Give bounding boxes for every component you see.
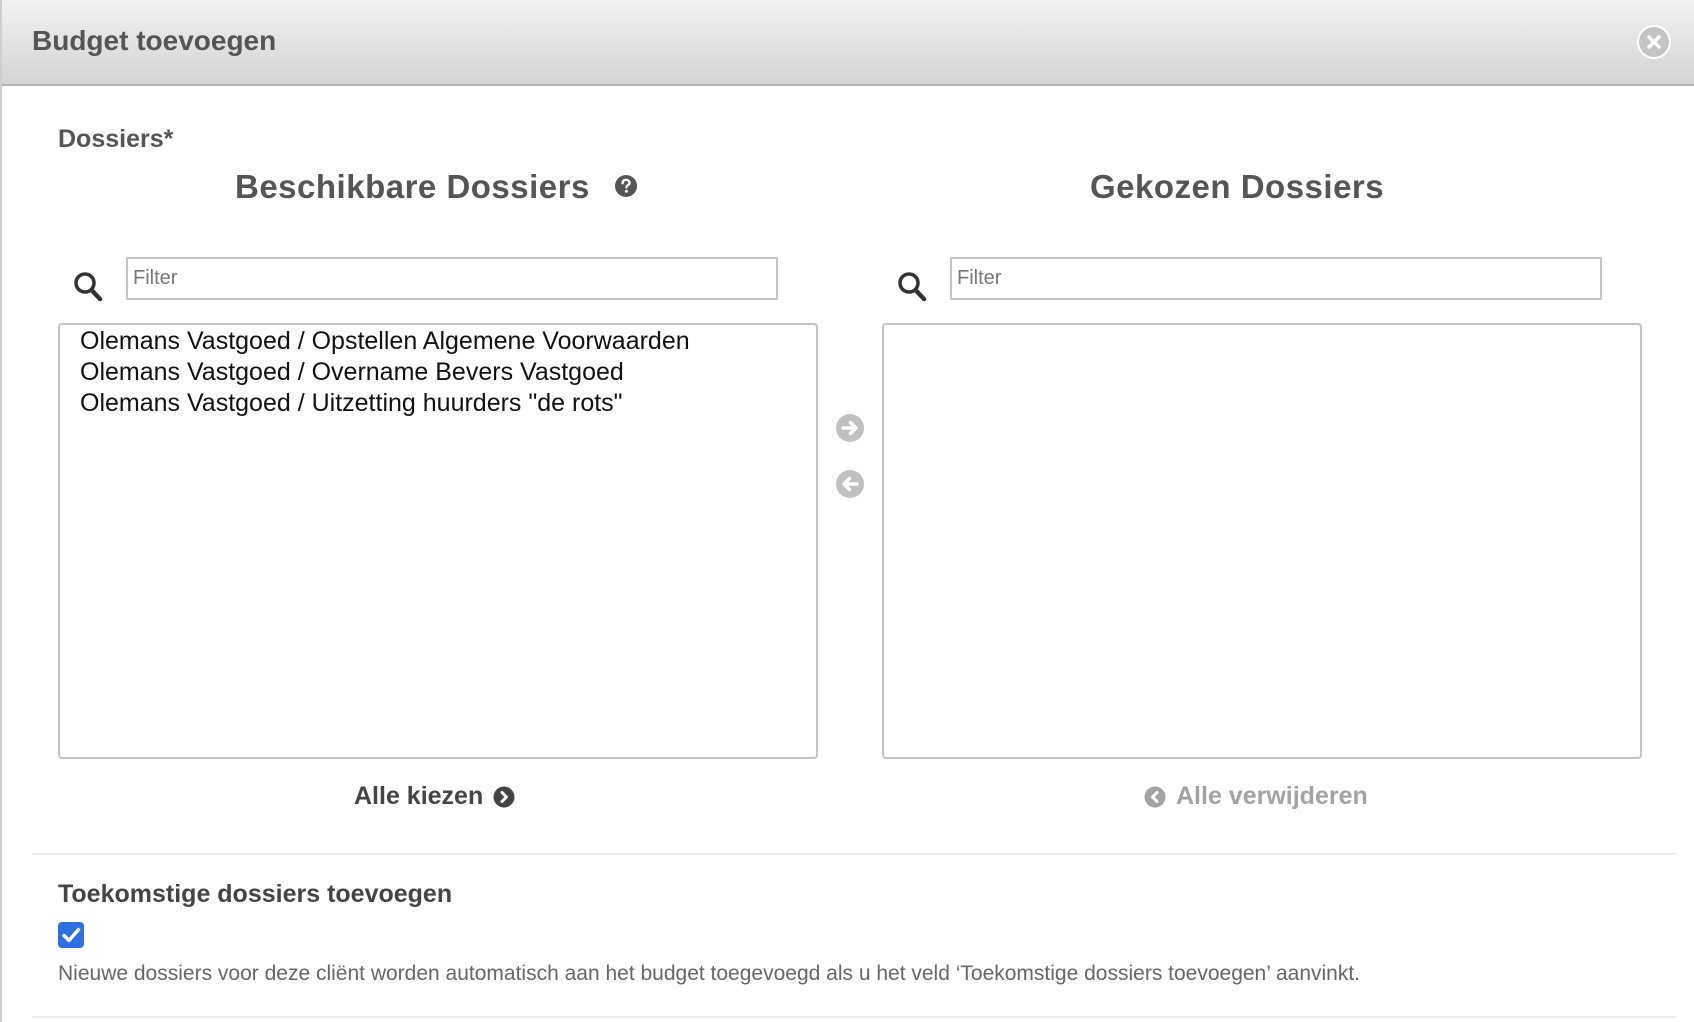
search-icon	[73, 271, 103, 303]
chosen-dossiers-list[interactable]	[882, 323, 1642, 759]
section-divider-bottom	[32, 1016, 1676, 1018]
available-dossiers-title	[235, 168, 638, 206]
chosen-dossiers-title: Gekozen Dossiers	[1090, 168, 1385, 205]
future-dossiers-help-text: Nieuwe dossiers voor deze cliënt worden automatisch aan het budget toegevoegd als u het veld ‘Toekomstige dossiers toevoegen’ aanvinkt.	[58, 962, 1361, 985]
remove-all-label: Alle verwijderen	[1176, 782, 1368, 810]
search-icon	[897, 271, 927, 303]
chevron-right-circle-icon	[493, 786, 515, 808]
list-item[interactable]: Olemans Vastgoed / Opstellen Algemene Voorwaarden	[80, 327, 690, 355]
section-divider	[32, 853, 1676, 855]
dossiers-label: Dossiers*	[58, 125, 174, 153]
select-all-label: Alle kiezen	[354, 782, 484, 810]
available-dossiers-list[interactable]	[58, 323, 818, 759]
checkmark-icon	[58, 922, 84, 948]
list-item[interactable]: Olemans Vastgoed / Overname Bevers Vastgoed	[80, 358, 624, 386]
arrow-left-circle-icon[interactable]	[835, 469, 865, 499]
future-dossiers-label: Toekomstige dossiers toevoegen	[58, 880, 453, 908]
close-icon[interactable]	[1639, 27, 1669, 57]
chevron-left-circle-icon	[1144, 786, 1166, 808]
arrow-right-circle-icon[interactable]	[835, 413, 865, 443]
chosen-filter-input[interactable]	[950, 257, 1602, 300]
available-dossiers-title-text: Beschikbare Dossiers	[235, 168, 590, 205]
select-all-button[interactable]	[354, 782, 525, 811]
remove-all-button[interactable]	[1144, 782, 1368, 811]
future-dossiers-checkbox[interactable]	[58, 922, 84, 948]
dialog-title: Budget toevoegen	[32, 25, 277, 56]
question-circle-icon[interactable]	[614, 168, 638, 206]
dialog-titlebar	[2, 0, 1694, 86]
list-item[interactable]: Olemans Vastgoed / Uitzetting huurders "de rots"	[80, 389, 623, 417]
available-filter-input[interactable]	[126, 257, 778, 300]
